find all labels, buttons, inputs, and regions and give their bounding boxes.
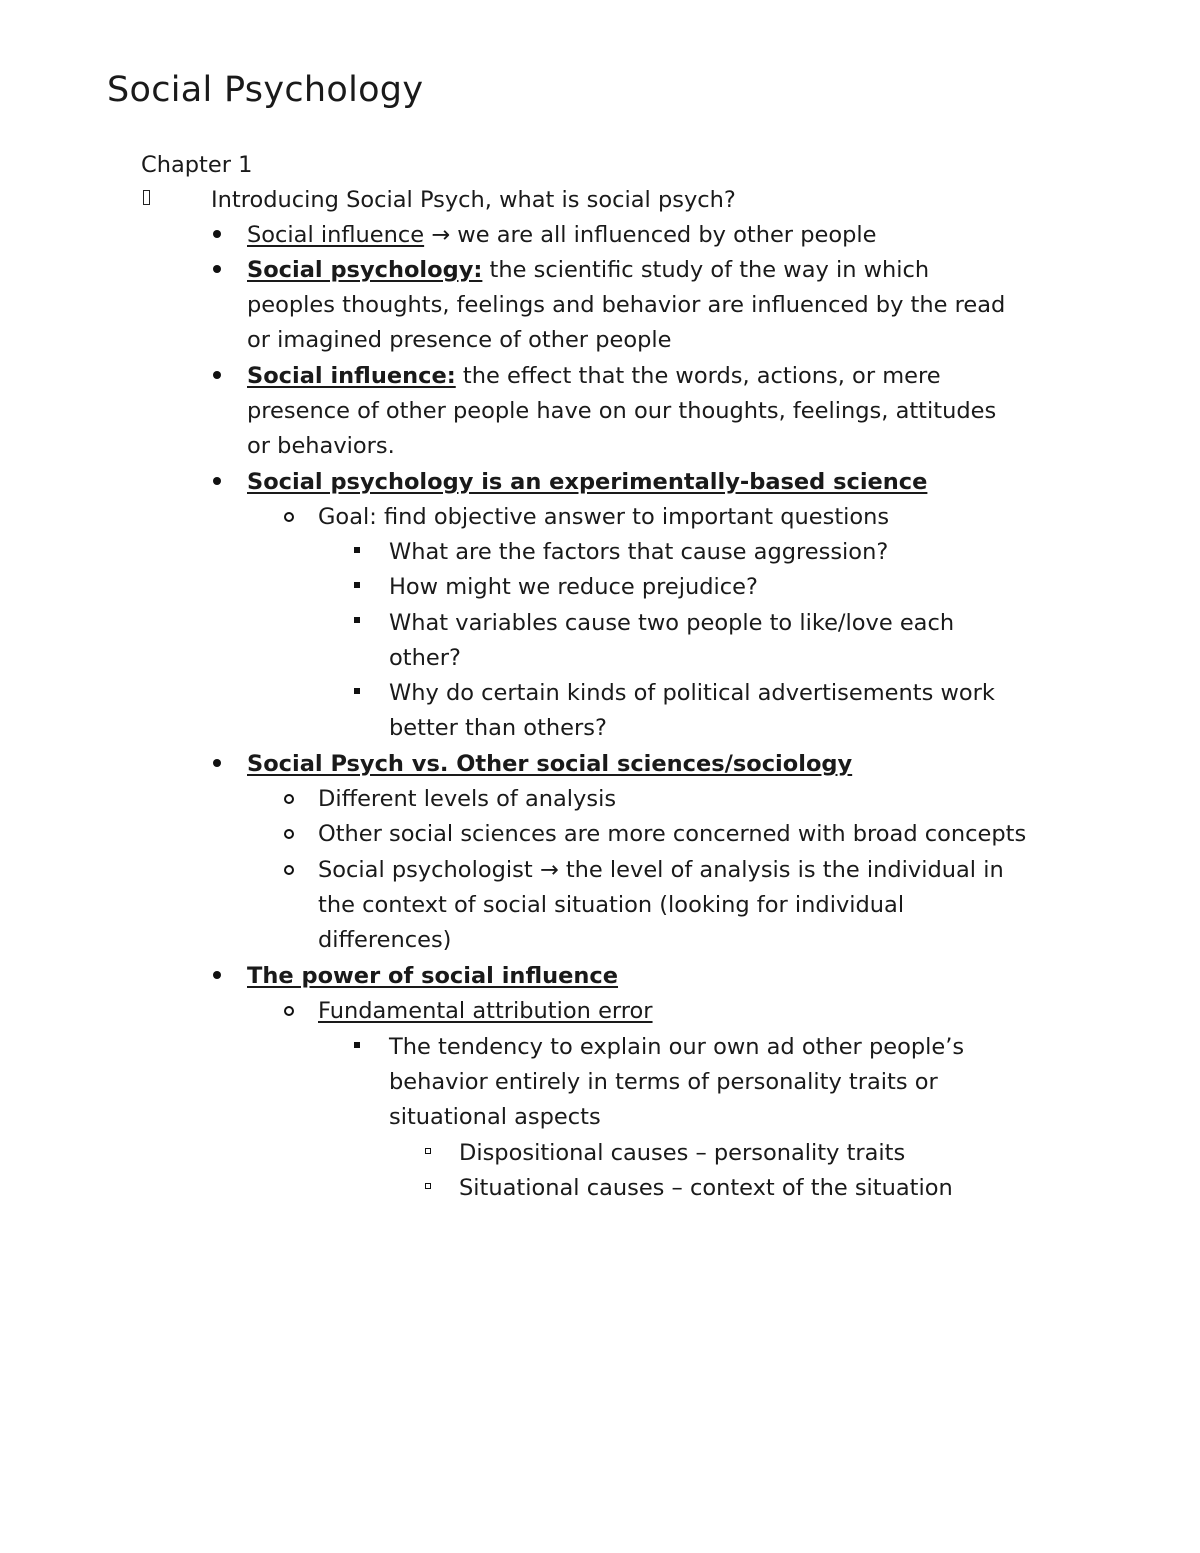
fae-definition-line1: The tendency to explain our own ad other people’s bbox=[389, 1034, 965, 1060]
bullet-icon bbox=[213, 971, 221, 979]
bullet-text-line2: peoples thoughts, feelings and behavior are influenced by the read bbox=[247, 292, 1006, 318]
square-bullet-icon bbox=[354, 582, 360, 588]
bullet-text-line3: or behaviors. bbox=[247, 433, 395, 459]
intro-text: Introducing Social Psych, what is social psych? bbox=[211, 187, 736, 213]
question-aggression: What are the factors that cause aggression? bbox=[389, 539, 889, 565]
sub-bullet-text: Social psychologist bbox=[318, 857, 540, 883]
broad-concepts-text: Other social sciences are more concerned with broad concepts bbox=[318, 821, 1027, 847]
bullet-icon bbox=[213, 759, 221, 767]
bullet-social-psych-vs bbox=[247, 747, 852, 782]
bullet-icon bbox=[213, 477, 221, 485]
term-social-psychology: Social psychology: bbox=[247, 257, 483, 283]
term-social-influence: Social influence bbox=[247, 222, 425, 248]
hollow-square-bullet-icon bbox=[425, 1148, 431, 1154]
bullet-text-line2: presence of other people have on our thoughts, feelings, attitudes bbox=[247, 398, 997, 424]
fae-definition-line3: situational aspects bbox=[389, 1104, 601, 1130]
arrow-icon: → bbox=[431, 222, 451, 248]
levels-of-analysis-text: Different levels of analysis bbox=[318, 786, 617, 812]
social-psychologist-line2: the context of social situation (looking for individual bbox=[318, 892, 905, 918]
social-psychologist-line3: differences) bbox=[318, 927, 452, 953]
bullet-text-line3: or imagined presence of other people bbox=[247, 327, 672, 353]
arrow-icon: → bbox=[539, 857, 559, 883]
sub-bullet-icon bbox=[284, 829, 294, 839]
chapter-label: Chapter 1 bbox=[141, 152, 253, 178]
term-social-influence-def: Social influence: bbox=[247, 363, 456, 389]
bullet-icon bbox=[213, 265, 221, 273]
social-psychologist-line1 bbox=[318, 853, 1004, 888]
sub-bullet-icon bbox=[284, 512, 294, 522]
dispositional-causes: Dispositional causes – personality traits bbox=[459, 1140, 906, 1166]
missing-glyph-bullet-icon bbox=[143, 190, 150, 205]
sub-bullet-icon bbox=[284, 1006, 294, 1016]
fae-definition-line2: behavior entirely in terms of personality traits or bbox=[389, 1069, 938, 1095]
goal-text: Goal: find objective answer to important questions bbox=[318, 504, 890, 530]
bullet-icon bbox=[213, 371, 221, 379]
square-bullet-icon bbox=[354, 1042, 360, 1048]
heading-power-of-social-influence: The power of social influence bbox=[247, 963, 619, 989]
hollow-square-bullet-icon bbox=[425, 1183, 431, 1189]
situational-causes: Situational causes – context of the situation bbox=[459, 1175, 953, 1201]
heading-social-psych-vs: Social Psych vs. Other social sciences/sociology bbox=[247, 751, 853, 777]
question-political-line1: Why do certain kinds of political advertisements work bbox=[389, 680, 995, 706]
bullet-social-psychology-line1 bbox=[247, 253, 929, 288]
bullet-power-of-social-influence bbox=[247, 959, 618, 994]
bullet-text: the effect that the words, actions, or mere bbox=[455, 363, 941, 389]
square-bullet-icon bbox=[354, 688, 360, 694]
square-bullet-icon bbox=[354, 547, 360, 553]
term-fundamental-attribution-error: Fundamental attribution error bbox=[318, 998, 653, 1024]
bullet-experimental-science bbox=[247, 465, 927, 500]
fundamental-attribution-error bbox=[318, 994, 653, 1029]
sub-bullet-icon bbox=[284, 794, 294, 804]
sub-bullet-icon bbox=[284, 865, 294, 875]
sub-bullet-text: the level of analysis is the individual in bbox=[558, 857, 1004, 883]
question-like-love-line1: What variables cause two people to like/love each bbox=[389, 610, 955, 636]
question-political-line2: better than others? bbox=[389, 715, 607, 741]
bullet-social-influence bbox=[247, 218, 876, 253]
bullet-text: we are all influenced by other people bbox=[450, 222, 877, 248]
square-bullet-icon bbox=[354, 617, 360, 623]
heading-experimental-science: Social psychology is an experimentally-based science bbox=[247, 469, 928, 495]
question-like-love-line2: other? bbox=[389, 645, 461, 671]
bullet-text: the scientific study of the way in which bbox=[482, 257, 930, 283]
question-prejudice: How might we reduce prejudice? bbox=[389, 574, 758, 600]
bullet-social-influence-def-line1 bbox=[247, 359, 941, 394]
bullet-icon bbox=[213, 230, 221, 238]
document-title: Social Psychology bbox=[107, 70, 424, 110]
